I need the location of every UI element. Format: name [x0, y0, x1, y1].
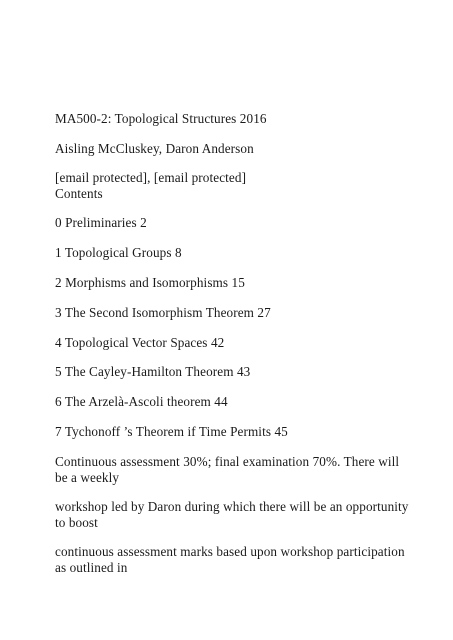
toc-entry: 5 The Cayley-Hamilton Theorem 43 [55, 364, 251, 380]
contents-heading: Contents [55, 185, 103, 201]
toc-entry: 0 Preliminaries 2 [55, 215, 147, 230]
toc-entry: 2 Morphisms and Isomorphisms 15 [55, 274, 245, 290]
toc-entry: 4 Topological Vector Spaces 42 [55, 334, 225, 350]
table-of-contents [55, 215, 415, 440]
authors-line: Aisling McCluskey, Daron Anderson [55, 140, 254, 156]
toc-entry: 7 Tychonoff ’s Theorem if Time Permits 45 [55, 424, 288, 440]
toc-entry: 3 The Second Isomorphism Theorem 27 [55, 304, 271, 320]
workshop-paragraph: workshop led by Daron during which there will be an opportunity to boost [55, 499, 412, 530]
toc-entry: 6 The Arzelà-Ascoli theorem 44 [55, 394, 228, 410]
document-title: MA500-2: Topological Structures 2016 [55, 111, 267, 126]
participation-paragraph: continuous assessment marks based upon workshop participation as outlined in [55, 544, 409, 575]
emails-line: [email protected], [email protected] [55, 170, 247, 185]
document-body [55, 111, 415, 589]
toc-entry: 1 Topological Groups 8 [55, 244, 182, 260]
assessment-paragraph: Continuous assessment 30%; final examination 70%. There will be a weekly [55, 454, 403, 485]
